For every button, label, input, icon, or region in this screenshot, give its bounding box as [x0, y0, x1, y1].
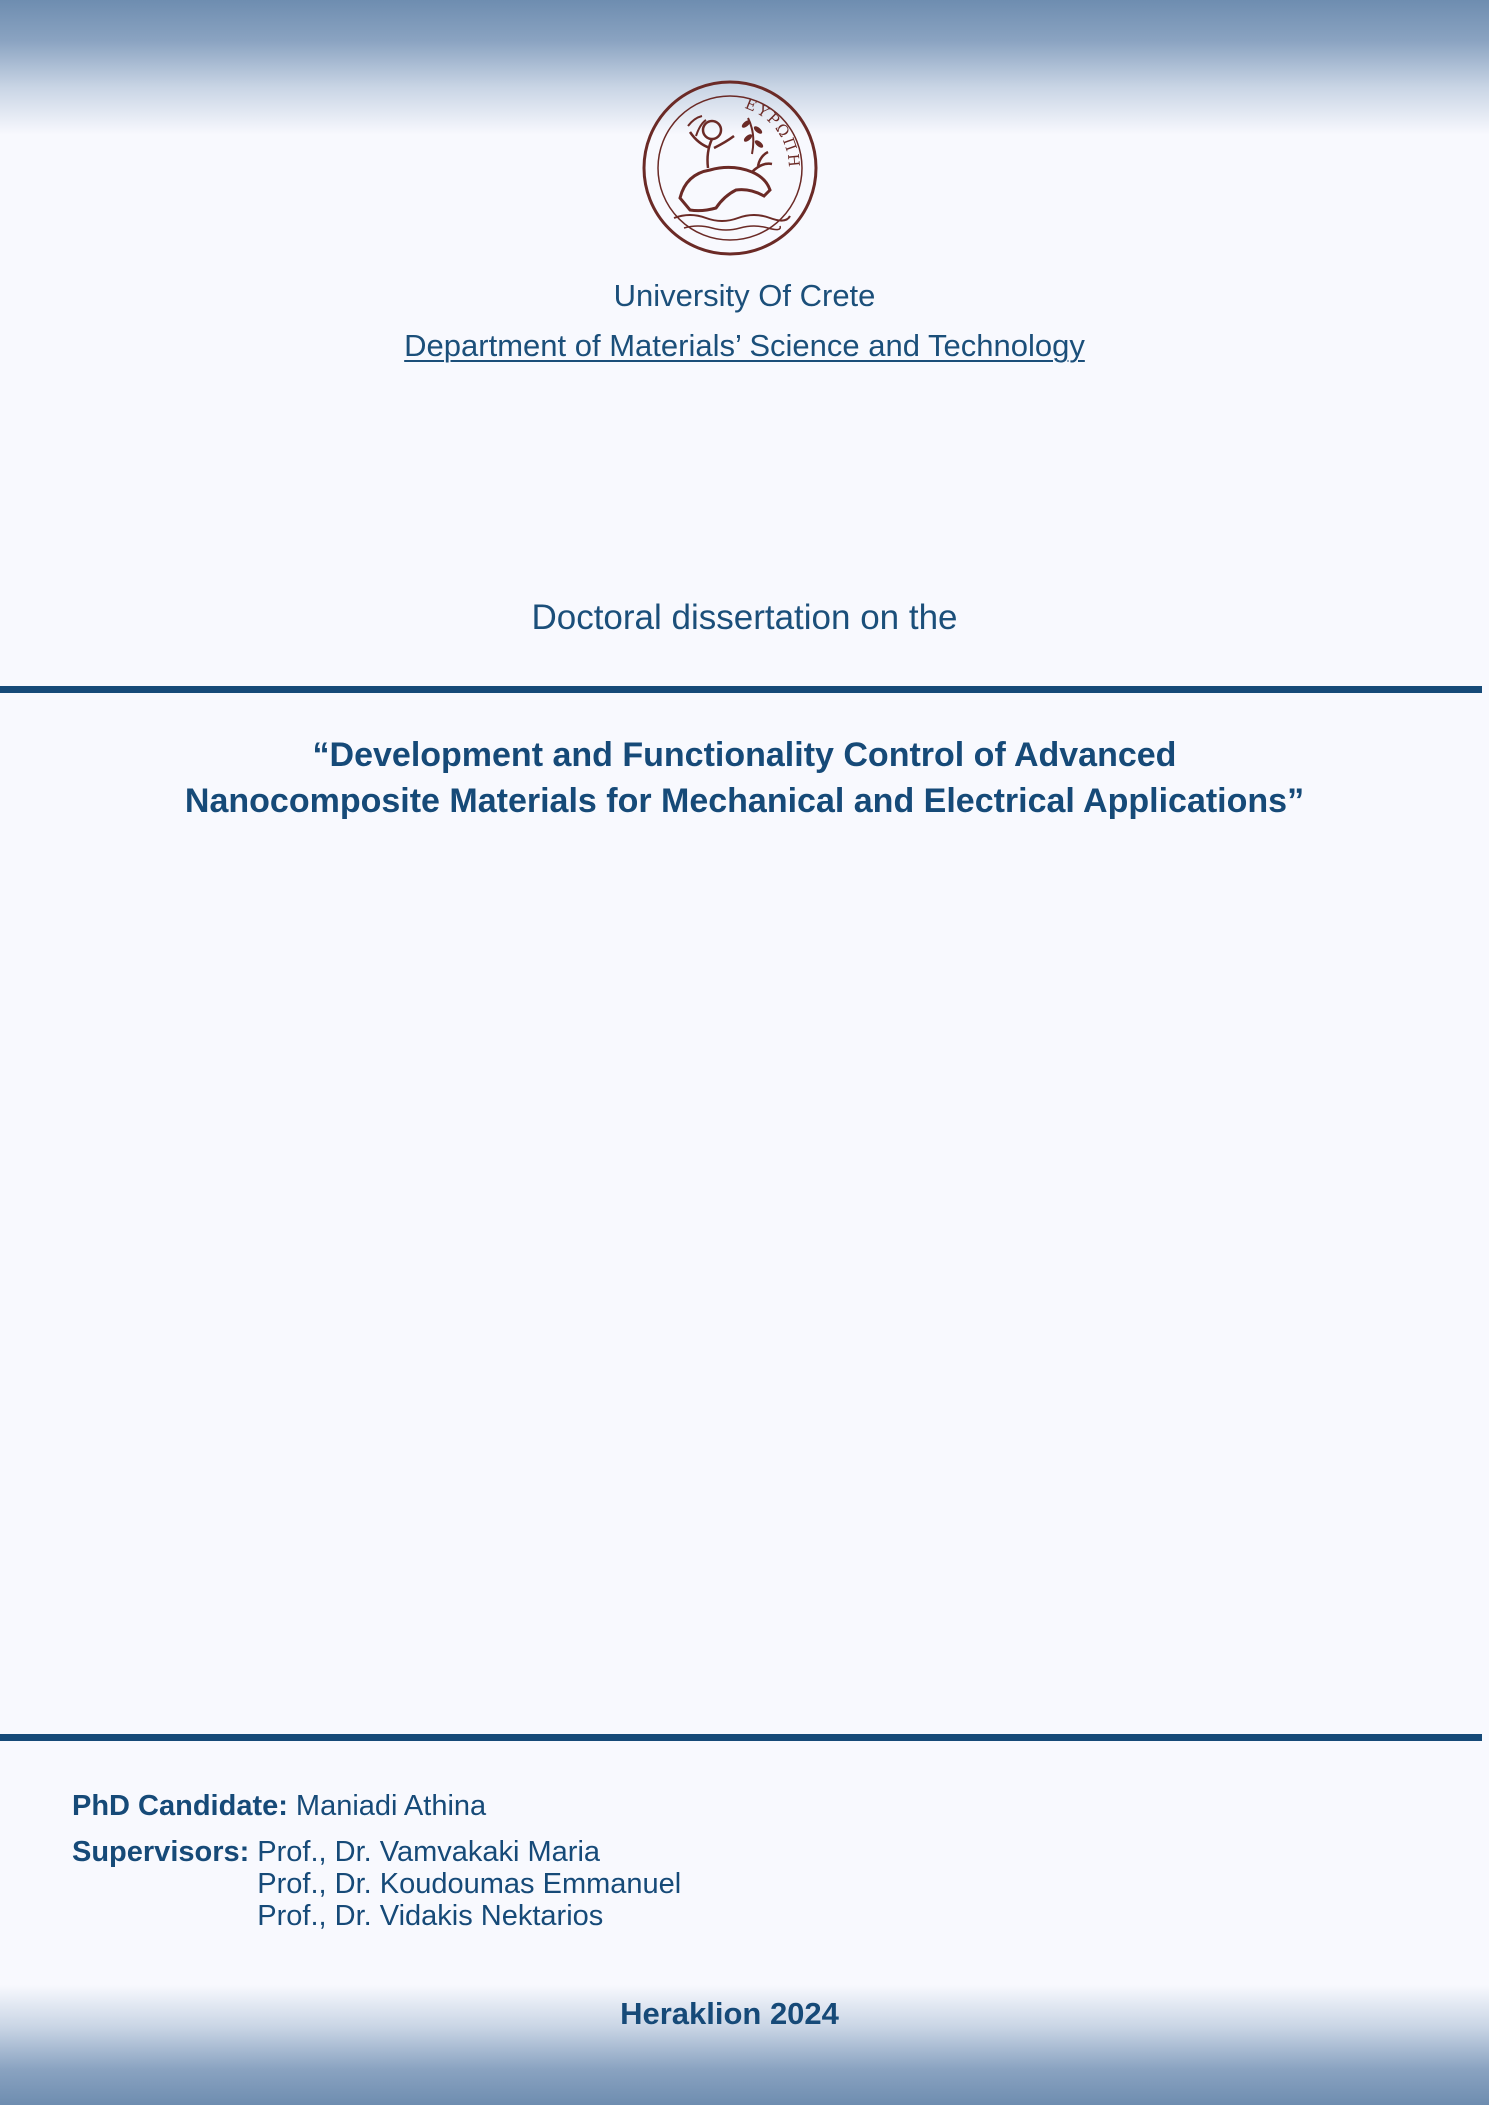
department-name-text: Department of Materials’ Science and Technology [404, 328, 1085, 363]
candidate-label: PhD Candidate: [72, 1790, 288, 1822]
supervisors-row [72, 1836, 681, 1932]
dissertation-title [0, 732, 1489, 824]
university-seal-logo [640, 78, 820, 258]
svg-text:ΕΥΡΩΠΗ: ΕΥΡΩΠΗ [742, 94, 804, 170]
candidate-row [72, 1790, 681, 1822]
candidate-name: Maniadi Athina [295, 1790, 487, 1822]
divider-bottom [0, 1734, 1482, 1741]
place-year: Heraklion 2024 [620, 1996, 839, 2031]
supervisor-name: Prof., Dr. Koudoumas Emmanuel [257, 1868, 682, 1900]
supervisors-list [257, 1836, 681, 1932]
university-name: University Of Crete [613, 278, 876, 313]
department-name [0, 328, 1489, 364]
title-line: Nanocomposite Materials for Mechanical and Electrical Applications” [184, 782, 1305, 820]
people-block [72, 1790, 681, 1932]
title-line: “Development and Functionality Control of Advanced [312, 736, 1177, 774]
supervisors-label: Supervisors: [72, 1836, 250, 1868]
supervisor-name: Prof., Dr. Vidakis Nektarios [257, 1900, 604, 1932]
divider-top [0, 686, 1482, 693]
dissertation-intro: Doctoral dissertation on the [531, 598, 958, 637]
supervisor-name: Prof., Dr. Vamvakaki Maria [257, 1836, 601, 1868]
